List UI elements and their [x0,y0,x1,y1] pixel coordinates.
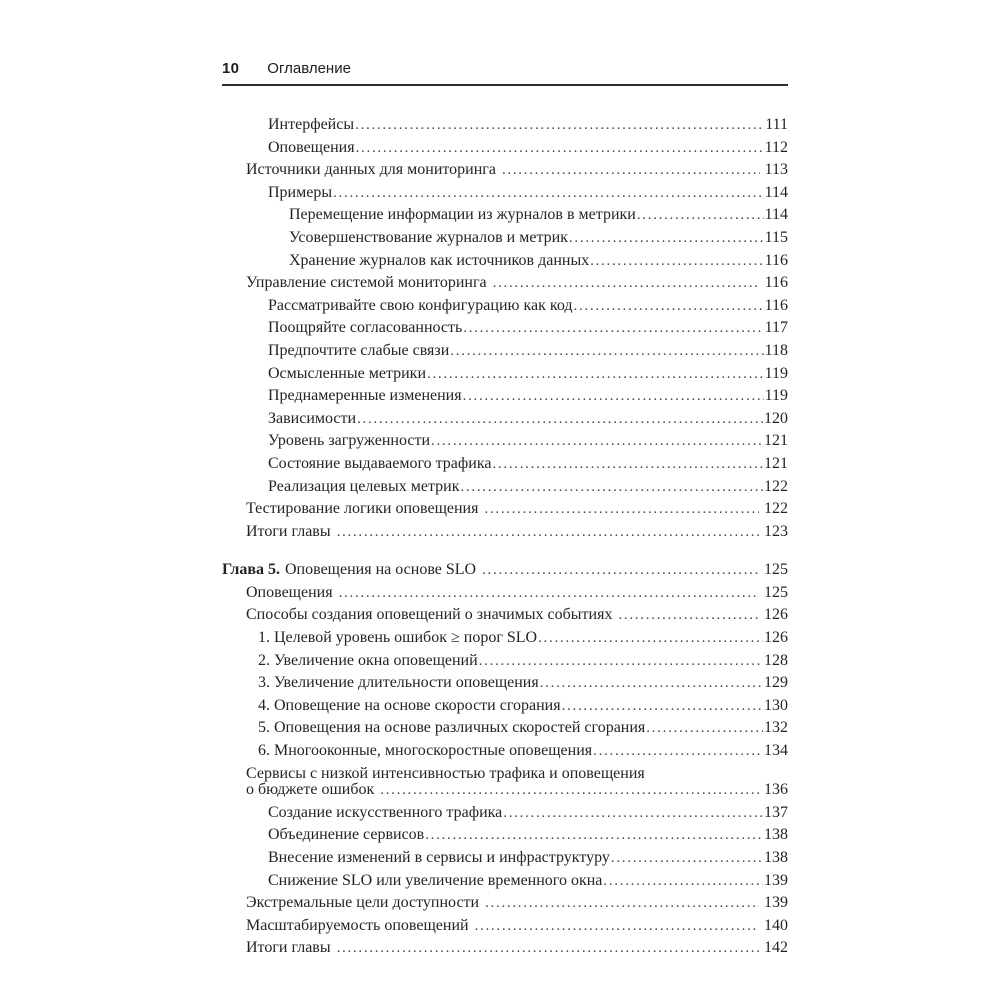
toc-entry [222,802,788,825]
entry-page: 119 [764,364,788,382]
entry-label: Осмысленные метрики [268,364,427,382]
chapter-prefix: Глава 5. [222,561,280,579]
toc-entry [222,824,788,847]
toc-entry [222,521,788,544]
toc-entry [222,559,788,582]
toc-entry [222,915,788,938]
toc-entry [222,272,788,295]
entry-page: 126 [764,629,788,647]
dot-leader [569,227,764,250]
toc-entry [222,892,788,915]
dot-leader [479,650,763,673]
toc-entry [222,717,788,740]
entry-label: Масштабируемость оповещений [246,916,469,934]
entry-page: 126 [764,606,788,624]
entry-label: Экстремальные цели доступности [246,894,480,912]
entry-page: 116 [764,296,788,314]
toc-list [222,114,788,960]
entry-label: Сервисы с низкой интенсивностью трафика и оповещения [246,764,645,782]
entry-page: 138 [764,826,788,844]
entry-page: 139 [764,871,788,889]
entry-label: Зависимости [268,409,357,427]
dot-leader [593,740,763,763]
entry-page: 130 [764,696,788,714]
entry-label: Поощряйте согласованность [268,319,463,337]
dot-leader [590,250,763,273]
entry-label: 5. Оповещения на основе различных скоростей сгорания [258,719,646,737]
entry-page: 112 [764,138,788,156]
entry-page: 132 [764,719,788,737]
dot-leader [355,114,764,137]
toc-entry [222,137,788,160]
dot-leader [502,159,760,182]
dot-leader [493,272,760,295]
entry-page: 121 [764,432,788,450]
toc-entry [222,937,788,960]
toc-entry [222,604,788,627]
dot-leader [337,937,759,960]
entry-label: Итоги главы [246,939,331,957]
page-number: 10 [222,60,240,77]
entry-label: Преднамеренные изменения [268,387,462,405]
toc-entry [222,650,788,673]
entry-label: Оповещения на основе SLO [285,561,477,579]
entry-label: Примеры [268,183,333,201]
dot-leader [503,802,763,825]
entry-page: 114 [764,183,788,201]
entry-page: 136 [764,781,788,799]
entry-page: 111 [765,116,788,133]
entry-label: 4. Оповещение на основе скорости сгорания [258,696,561,714]
dot-leader [618,604,759,627]
toc-entry [222,340,788,363]
toc-entry [222,295,788,318]
entry-page: 119 [764,387,788,405]
entry-label: Итоги главы [246,522,331,540]
toc-entry [222,250,788,273]
entry-label: Создание искусственного трафика [268,803,503,821]
entry-page: 128 [764,651,788,669]
entry-label: Снижение SLO или увеличение временного окна [268,871,603,889]
entry-label: Предпочтите слабые связи [268,341,450,359]
entry-page: 118 [764,341,788,359]
entry-page: 121 [764,454,788,472]
entry-page: 114 [764,206,788,224]
toc-entry [222,317,788,340]
toc-entry [222,453,788,476]
entry-page: 120 [764,409,788,427]
dot-leader [484,498,759,521]
dot-leader [574,295,764,318]
entry-label: Состояние выдаваемого трафика [268,454,492,472]
dot-leader [485,892,759,915]
entry-page: 139 [764,894,788,912]
entry-label: Перемещение информации из журналов в метрики [289,206,636,224]
toc-entry [222,740,788,763]
entry-label: 1. Целевой уровень ошибок ≥ порог SLO [258,629,538,647]
toc-entry [222,182,788,205]
toc-entry [222,779,788,802]
dot-leader [475,915,759,938]
entry-label: Объединение сервисов [268,826,425,844]
dot-leader [380,779,759,802]
toc-entry [222,430,788,453]
entry-label: Источники данных для мониторинга [246,161,496,179]
dot-leader [538,627,763,650]
entry-label: 6. Многооконные, многоскоростные оповещения [258,742,593,760]
entry-page: 138 [764,849,788,866]
running-title: Оглавление [267,60,351,77]
dot-leader [562,695,763,718]
toc-entry [222,627,788,650]
entry-page: 116 [764,274,788,292]
entry-page: 113 [764,161,788,179]
entry-label: Способы создания оповещений о значимых событиях [246,606,613,624]
dot-leader [425,824,763,847]
entry-page: 122 [764,500,788,518]
toc-entry [222,847,788,870]
entry-page: 137 [764,803,788,821]
toc-section [222,114,788,543]
entry-label: Рассматривайте свою конфигурацию как код [268,296,573,314]
entry-label: Хранение журналов как источников данных [289,251,590,269]
entry-page: 125 [764,583,788,601]
toc-entry [222,476,788,499]
dot-leader [431,430,763,453]
dot-leader [482,559,759,582]
dot-leader [357,408,763,431]
toc-section [222,559,788,960]
entry-label: Оповещения [246,583,333,601]
dot-leader [339,582,759,605]
entry-label: 3. Увеличение длительности оповещения [258,674,539,692]
entry-page: 129 [764,674,788,692]
entry-label: Управление системой мониторинга [246,274,487,292]
entry-label: Реализация целевых метрик [268,477,460,495]
entry-label: Усовершенствование журналов и метрик [289,228,568,246]
header-rule [222,84,788,86]
toc-entry [222,114,788,137]
entry-page: 134 [764,742,788,760]
toc-entry [222,695,788,718]
entry-label: Интерфейсы [268,116,355,133]
entry-page: 116 [764,251,788,269]
dot-leader [463,385,764,408]
dot-leader [337,521,759,544]
entry-page: 123 [764,522,788,540]
toc-entry [222,385,788,408]
entry-page: 115 [764,228,788,246]
toc-entry [222,870,788,893]
dot-leader [427,363,764,386]
toc-entry [222,159,788,182]
entry-label: Внесение изменений в сервисы и инфраструктуру [268,849,610,866]
dot-leader [611,847,763,870]
toc-entry [222,363,788,386]
entry-page: 142 [764,939,788,957]
toc-entry [222,227,788,250]
entry-label: о бюджете ошибок [246,781,375,799]
dot-leader [492,453,763,476]
dot-leader [646,717,763,740]
entry-label: Тестирование логики оповещения [246,500,479,518]
entry-page: 125 [764,561,788,579]
dot-leader [603,870,763,893]
toc-entry [222,204,788,227]
toc-entry [222,582,788,605]
dot-leader [333,182,764,205]
dot-leader [540,672,763,695]
dot-leader [463,317,763,340]
dot-leader [460,476,763,499]
entry-page: 140 [764,916,788,934]
dot-leader [450,340,763,363]
entry-label: Уровень загруженности [268,432,431,450]
entry-page: 122 [764,477,788,495]
dot-leader [356,137,764,160]
toc-entry [222,408,788,431]
page-header [222,60,788,77]
entry-page: 117 [764,319,788,337]
toc-entry [222,672,788,695]
toc-entry [222,498,788,521]
entry-label: Оповещения [268,138,355,156]
dot-leader [637,204,764,227]
entry-label: 2. Увеличение окна оповещений [258,651,478,669]
